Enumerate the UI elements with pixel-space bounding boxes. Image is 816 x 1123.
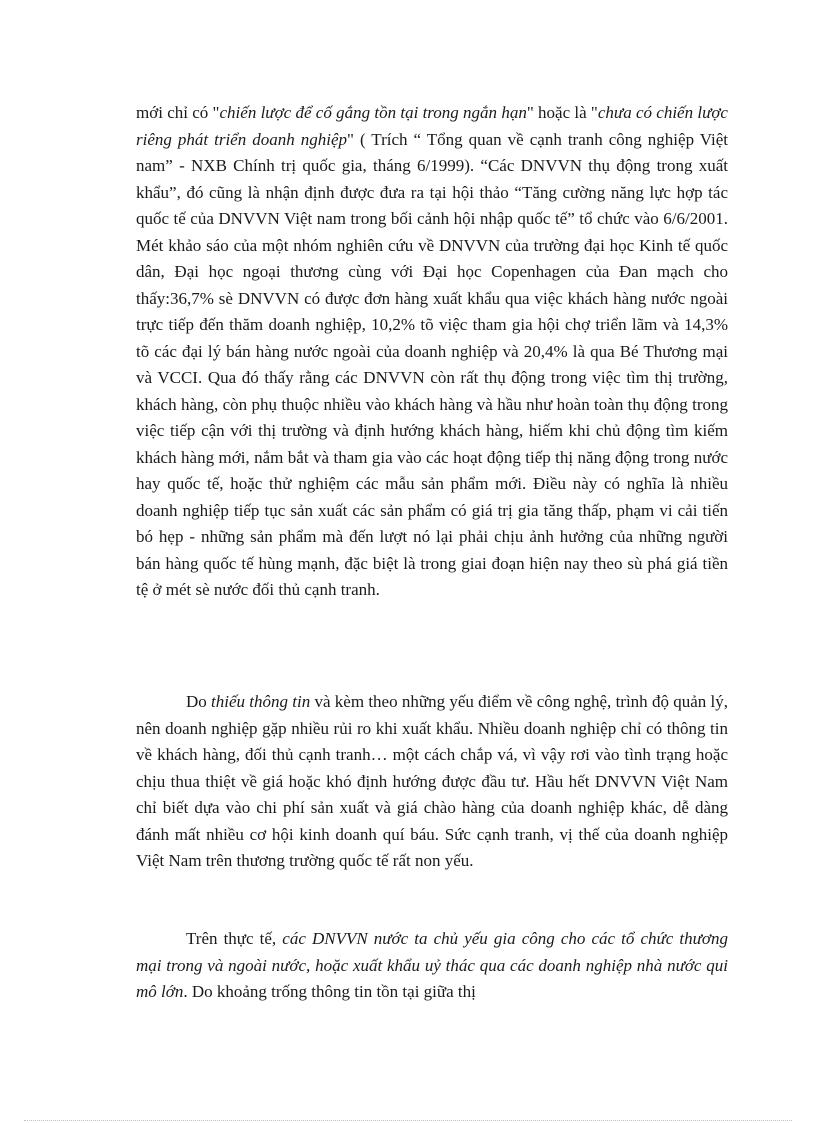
p2-text-2: và kèm theo những yếu điểm về công nghệ, trình độ quản lý, nên doanh nghiệp gặp nhiều rủi ro khi xuất khẩu. Nhiều doanh nghiệp chỉ có thông tin về khách hàng, đối thủ cạnh tranh… một cách chắp vá, vì vậy rơi vào tình trạng hoặc chịu thua thiệt về giá hoặc khó định hướng được đầu tư. Hầu hết DNVVN Việt Nam chỉ biết dựa vào chi phí sản xuất và giá chào hàng của doanh nghiệp khác, dễ dàng đánh mất nhiều cơ hội kinh doanh quí báu. Sức cạnh tranh, vị thế của doanh nghiệp Việt Nam trên thương trường quốc tế rất non yếu. [136,692,728,870]
paragraph-1 [136,100,728,604]
p2-text-1: Do [186,692,212,711]
page-bottom-dotted-rule [24,1120,792,1121]
p1-text-3: " ( Trích “ Tổng quan về cạnh tranh công nghiệp Việt nam” - NXB Chính trị quốc gia, tháng 6/1999). “Các DNVVN thụ động trong xuất khẩu”, đó cũng là nhận định được đưa ra tại hội thảo “Tăng cường năng lực hợp tác quốc tế của DNVVN Việt nam trong bối cảnh hội nhập quốc tế” tổ chức vào 6/6/2001. Mét khảo sáo của một nhóm nghiên cứu về DNVVN của trường đại học Kinh tế quốc dân, Đại học ngoại thương cùng với Đại học Copenhagen của Đan mạch cho thấy:36,7% sè DNVVN có được đơn hàng xuất khẩu qua việc khách hàng nước ngoài trực tiếp đến thăm doanh nghiệp, 10,2% tõ việc tham gia hội chợ triển lãm và 14,3% tõ các đại lý bán hàng nước ngoài của doanh nghiệp và 20,4% là qua Bé Thương mại và VCCI. Qua đó thấy rằng các DNVVN còn rất thụ động trong việc tìm thị trường, khách hàng, còn phụ thuộc nhiều vào khách hàng và hầu như hoàn toàn thụ động trong việc tiếp cận với thị trường và định hướng khách hàng, hiếm khi chủ động tìm kiếm khách hàng mới, nắm bắt và tham gia vào các hoạt động tiếp thị năng động trong nước hay quốc tế, hoặc thử nghiệm các mẫu sản phẩm mới. Điều này có nghĩa là nhiều doanh nghiệp tiếp tục sản xuất các sản phẩm có giá trị gia tăng thấp, phạm vi cải tiến bó hẹp - những sản phẩm mà đến lượt nó lại phải chịu ảnh hưởng của những người bán hàng quốc tế hùng mạnh, đặc biệt là trong giai đoạn hiện nay theo sù phá giá tiền tệ ở mét sè nước đối thủ cạnh tranh. [136,129,729,599]
paragraph-3 [136,926,728,1006]
p3-text-2: . Do khoảng trống thông tin tồn tại giữa thị [183,982,476,1001]
p1-italic-quote-2: chưa có chiến lược riêng phát triển doanh nghiệp [136,103,728,149]
p1-text-2: " hoặc là " [526,103,598,122]
p1-text-1: mới chỉ có " [136,103,220,122]
p1-italic-quote-1: chiến lược để cố gắng tồn tại trong ngắn hạn [219,103,527,122]
p3-text-1: Trên thực tế, [186,929,283,948]
p2-italic-phrase: thiếu thông tin [211,692,311,711]
paragraph-2 [136,689,728,875]
p3-italic-phrase: các DNVVN nước ta chủ yếu gia công cho các tổ chức thương mại trong và ngoài nước, hoặc xuất khẩu uỷ thác qua các doanh nghiệp nhà nước qui mô lớn [136,929,729,1001]
